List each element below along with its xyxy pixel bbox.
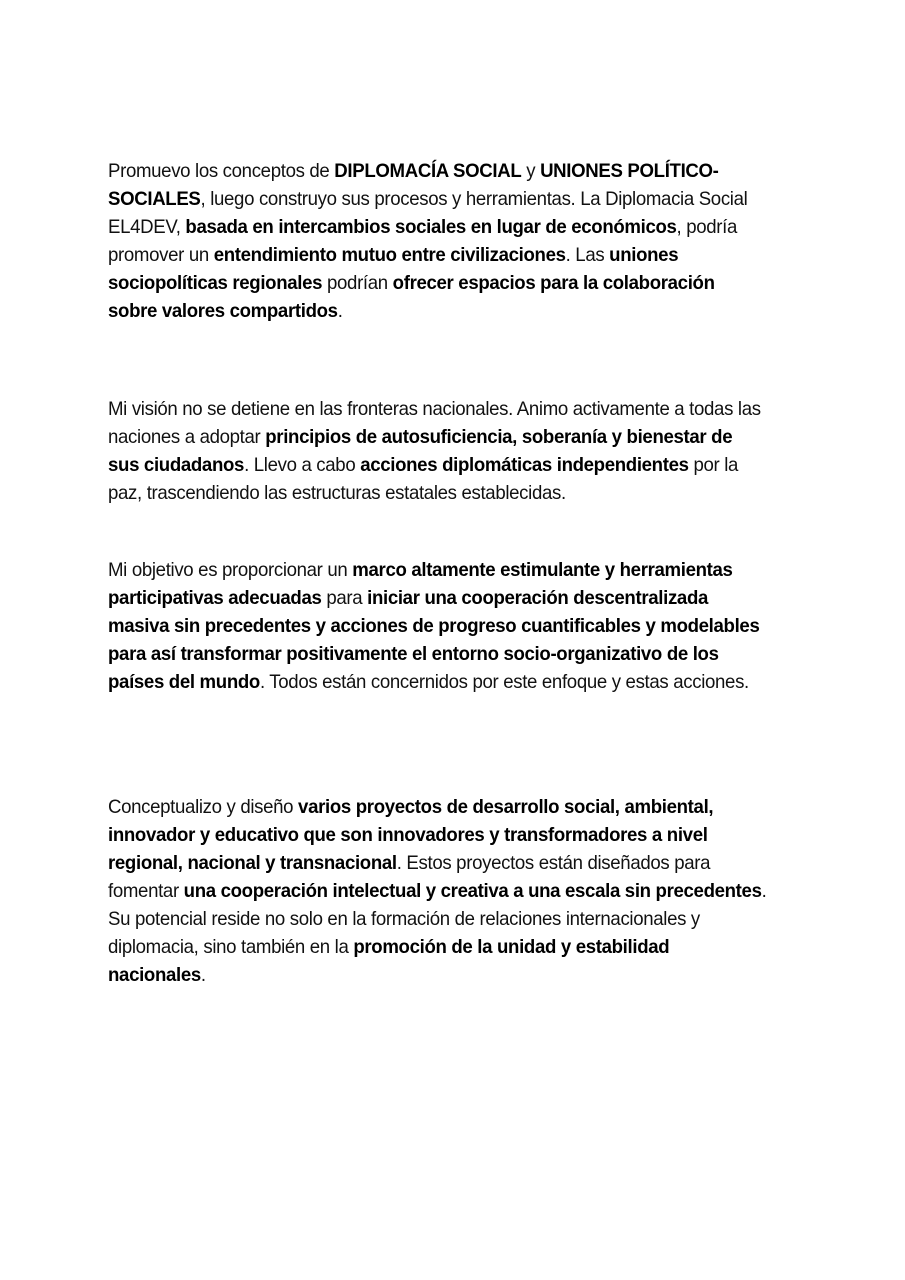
text-segment: Promuevo los conceptos de (108, 160, 335, 182)
text-segment: Mi objetivo es proporcionar un (108, 559, 353, 581)
bold-text-segment: varios proyectos de desarrollo social, ambiental, innovador y educativo que son innovadores y transformadores a nivel regional, nacional y transnacional (108, 796, 714, 874)
text-segment: . Su potencial reside no solo en la formación de relaciones internacionales y diplomacia, sino también en la (108, 880, 767, 958)
text-segment: . Llevo a cabo (244, 454, 361, 476)
text-segment: , podría promover un (108, 216, 738, 266)
text-segment: . (337, 300, 343, 322)
bold-text-segment: iniciar una cooperación descentralizada masiva sin precedentes y acciones de progreso cuantificables y modelables para así transformar positivamente el entorno socio-organizativo de los países del mundo (108, 587, 760, 693)
bold-text-segment: promoción de la unidad y estabilidad nacionales (108, 936, 670, 986)
bold-text-segment: entendimiento mutuo entre civilizaciones (213, 244, 566, 266)
bold-text-segment: marco altamente estimulante y herramientas participativas adecuadas (108, 559, 733, 609)
text-segment: podrían (322, 272, 393, 294)
text-segment: Conceptualizo y diseño (108, 796, 299, 818)
paragraph-objetivo (108, 556, 767, 696)
paragraph-proyectos (108, 793, 767, 989)
bold-text-segment: DIPLOMACÍA SOCIAL (334, 160, 522, 182)
bold-text-segment: una cooperación intelectual y creativa a una escala sin precedentes (183, 880, 762, 902)
text-segment: para (321, 587, 368, 609)
bold-text-segment: UNIONES POLÍTICO-SOCIALES (108, 160, 719, 210)
text-segment: , luego construyo sus procesos y herramientas. La Diplomacia Social EL4DEV, (108, 188, 748, 238)
bold-text-segment: ofrecer espacios para la colaboración sobre valores compartidos (108, 272, 715, 322)
bold-text-segment: principios de autosuficiencia, soberanía y bienestar de sus ciudadanos (108, 426, 733, 476)
text-segment: y (521, 160, 541, 182)
text-segment: Mi visión no se detiene en las fronteras nacionales. Animo activamente a todas las naciones a adoptar (108, 398, 761, 448)
text-segment: por la paz, trascendiendo las estructuras estatales establecidas. (108, 454, 739, 504)
text-segment: . Las (565, 244, 610, 266)
text-segment: . Estos proyectos están diseñados para fomentar (108, 852, 711, 902)
bold-text-segment: acciones diplomáticas independientes (360, 454, 689, 476)
text-segment: . (200, 964, 206, 986)
text-segment: . Todos están concernidos por este enfoque y estas acciones. (259, 671, 749, 693)
paragraph-diplomacia-social (108, 157, 767, 325)
bold-text-segment: basada en intercambios sociales en lugar de económicos (185, 216, 677, 238)
paragraph-vision-nacional (108, 395, 767, 507)
bold-text-segment: uniones sociopolíticas regionales (108, 244, 679, 294)
